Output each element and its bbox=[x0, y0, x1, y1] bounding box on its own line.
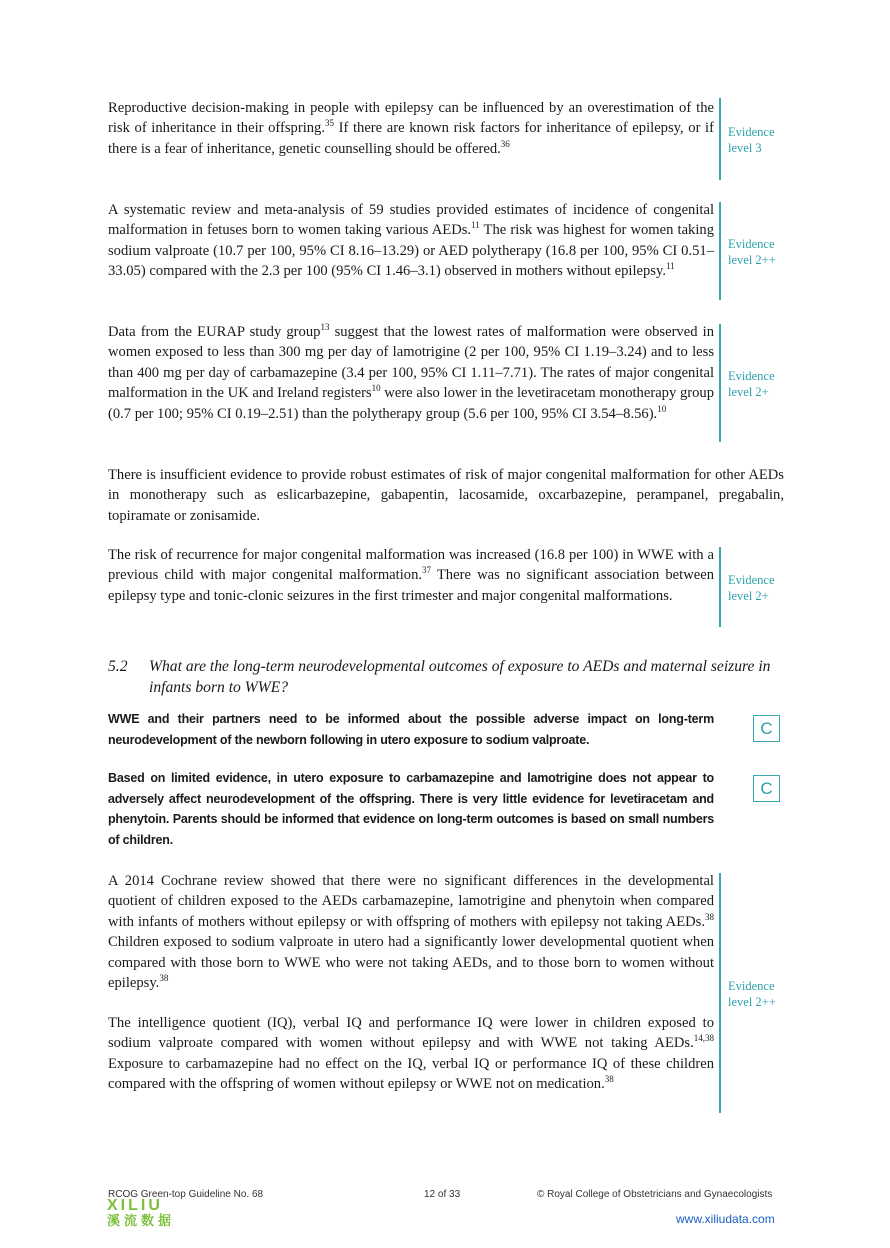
section-title: What are the long-term neurodevelopmental outcomes of exposure to AEDs and maternal seizure in infants born to WWE? bbox=[149, 658, 771, 696]
evidence-bar bbox=[719, 873, 721, 1113]
recommendation: WWE and their partners need to be informed about the possible adverse impact on long-term neurodevelopment of the newborn following in utero exposure to sodium valproate. bbox=[108, 712, 714, 747]
text: The intelligence quotient (IQ), verbal IQ and performance IQ were lower in children exposed to sodium valproate compared with women without epilepsy and with WWE not taking AEDs. bbox=[108, 1015, 714, 1052]
text: The risk of recurrence for major congenital malformation was increased (16.8 per 100) in WWE with a previous child with major congenital malformation. bbox=[108, 547, 714, 584]
section-heading bbox=[108, 657, 788, 698]
footer-copyright: © Royal College of Obstetricians and Gynaecologists bbox=[537, 1189, 773, 1200]
paragraph-eurap bbox=[108, 322, 714, 424]
citation: 35 bbox=[325, 118, 334, 129]
evidence-word: Evidence bbox=[728, 573, 775, 587]
citation: 13 bbox=[320, 322, 330, 333]
citation: 36 bbox=[500, 138, 510, 149]
text: suggest that the lowest rates of malformation were observed in women exposed to less than 300 mg per day of lamotrigine (2 per 100, 95% CI 1.19–3.24) and to less than 400 mg per day of carbamazepine (3.4 per 100, 95% CI 1.11–7.71). The rates of major congenital malformation in the UK and Ireland registers bbox=[108, 324, 714, 402]
evidence-bar bbox=[719, 202, 721, 300]
evidence-level-label bbox=[728, 573, 808, 604]
text: A systematic review and meta-analysis of 59 studies provided estimates of incidence of congenital malformation in fetuses born to women taking various AEDs. bbox=[108, 202, 714, 239]
footer-page-number: 12 of 33 bbox=[424, 1189, 461, 1200]
paragraph-iq-outcomes bbox=[108, 1013, 714, 1095]
evidence-word: Evidence bbox=[728, 979, 775, 993]
citation: 38 bbox=[604, 1074, 614, 1085]
watermark-logo-cn: 溪流数据 bbox=[107, 1213, 176, 1228]
text: There was no significant association between epilepsy type and tonic-clonic seizures in the first trimester and major congenital malformations. bbox=[108, 567, 715, 604]
text: There is insufficient evidence to provide robust estimates of risk of major congenital malformation for other AEDs in monotherapy such as eslicarbazepine, gabapentin, lacosamide, oxcarbazepine, perampanel, pregabalin, topiramate or zonisamide. bbox=[108, 467, 784, 524]
watermark-url[interactable]: www.xiliudata.com bbox=[676, 1212, 775, 1226]
watermark-logo bbox=[107, 1199, 175, 1228]
text: A 2014 Cochrane review showed that there were no significant differences in the developmental quotient of children exposed to the AEDs carbamazepine, lamotrigine and phenytoin when compared with infants of mothers without epilepsy or with offspring of mothers with epilepsy not taking AEDs. bbox=[108, 873, 714, 930]
text: Reproductive decision-making in people with epilepsy can be influenced by an overestimation of the risk of inheritance in their offspring. bbox=[108, 100, 714, 137]
grade-badge: C bbox=[753, 775, 780, 802]
paragraph-meta-analysis bbox=[108, 200, 714, 282]
recommendation: Based on limited evidence, in utero exposure to carbamazepine and lamotrigine does not appear to adversely affect neurodevelopment of the offspring. There is very little evidence for levetiracetam and phenytoin. Parents should be informed that evidence on long-term outcomes is based on small numbers of children. bbox=[108, 771, 714, 847]
text: Data from the EURAP study group bbox=[108, 324, 321, 340]
footer-guideline: RCOG Green-top Guideline No. 68 bbox=[108, 1189, 264, 1200]
text: Children exposed to sodium valproate in utero had a significantly lower developmental quotient when compared with those born to WWE who were not taking AEDs, and to those born to women without epilepsy. bbox=[108, 934, 714, 992]
evidence-level-label bbox=[728, 237, 808, 268]
citation: 38 bbox=[705, 911, 714, 922]
evidence-word: Evidence bbox=[728, 369, 775, 383]
evidence-level: level 2++ bbox=[728, 994, 776, 1009]
text: If there are known risk factors for inheritance of epilepsy, or if there is a fear of inheritance, genetic counselling should be offered. bbox=[108, 120, 714, 157]
citation: 11 bbox=[665, 261, 675, 272]
evidence-bar bbox=[719, 324, 721, 442]
citation: 38 bbox=[159, 973, 169, 984]
text: The risk was highest for women taking sodium valproate (10.7 per 100, 95% CI 8.16–13.29) or AED polytherapy (16.8 per 100, 95% CI 0.51–33.05) compared with the 2.3 per 100 (95% CI 1.46–3.1) observed in mothers without epilepsy. bbox=[108, 222, 714, 280]
evidence-word: Evidence bbox=[728, 125, 775, 139]
citation: 11 bbox=[471, 220, 480, 231]
citation: 37 bbox=[422, 565, 432, 576]
paragraph-insufficient-evidence bbox=[108, 465, 784, 526]
evidence-bar bbox=[719, 98, 721, 180]
paragraph-recurrence-risk bbox=[108, 545, 714, 606]
evidence-level: level 3 bbox=[728, 140, 762, 155]
grade-badge: C bbox=[753, 715, 780, 742]
evidence-level: level 2+ bbox=[728, 384, 769, 399]
paragraph-inheritance-risk bbox=[108, 98, 714, 159]
text: were also lower in the levetiracetam monotherapy group (0.7 per 100; 95% CI 0.19–2.51) than the polytherapy group (5.6 per 100, 95% CI 3.54–8.56). bbox=[108, 385, 714, 422]
evidence-level-label bbox=[728, 125, 808, 156]
watermark-logo-text: XILIU bbox=[107, 1197, 163, 1214]
paragraph-cochrane-review bbox=[108, 871, 714, 993]
citation: 10 bbox=[371, 383, 381, 394]
citation: 10 bbox=[657, 403, 667, 414]
text: Exposure to carbamazepine had no effect on the IQ, verbal IQ or performance IQ of these children compared with the offspring of women without epilepsy or WWE not on medication. bbox=[108, 1055, 714, 1093]
evidence-word: Evidence bbox=[728, 237, 775, 251]
citation: 14,38 bbox=[693, 1033, 714, 1044]
evidence-level-label bbox=[728, 369, 808, 400]
evidence-level: level 2+ bbox=[728, 588, 769, 603]
evidence-level: level 2++ bbox=[728, 252, 776, 267]
evidence-bar bbox=[719, 547, 721, 627]
section-number: 5.2 bbox=[108, 658, 128, 675]
evidence-level-label bbox=[728, 979, 808, 1010]
